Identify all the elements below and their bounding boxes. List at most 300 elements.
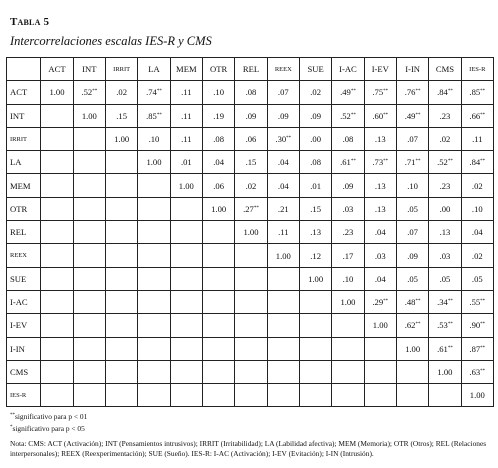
column-header: IRRIT: [106, 58, 138, 81]
cell-value: .04: [374, 273, 386, 284]
significance-mark: **: [447, 345, 453, 351]
cell-value: .61: [340, 157, 351, 168]
table-row: [7, 197, 494, 220]
cell-value: .09: [407, 250, 418, 261]
significance-mark: **: [480, 159, 486, 165]
correlation-cell: [138, 221, 170, 244]
correlation-cell: [461, 360, 493, 383]
correlation-cell: [170, 337, 202, 360]
correlation-cell: [267, 104, 299, 127]
correlation-cell: [235, 174, 267, 197]
correlation-cell: [267, 174, 299, 197]
cell-value: .04: [374, 227, 386, 238]
correlation-cell: [41, 151, 73, 174]
cell-value: .11: [278, 227, 289, 238]
significance-mark: **: [415, 89, 421, 95]
correlation-cell: [202, 174, 234, 197]
significance-mark: **: [156, 112, 162, 118]
correlation-cell: [396, 197, 428, 220]
correlation-cell: [364, 81, 396, 104]
cell-value: .03: [439, 250, 451, 261]
cell-value: .49: [340, 87, 351, 98]
cell-value: .01: [180, 157, 192, 168]
header-corner: [7, 58, 41, 81]
cell-value: .04: [277, 180, 289, 191]
table-notes: [10, 411, 496, 459]
cell-value: .10: [407, 180, 418, 191]
correlation-cell: [429, 267, 461, 290]
correlation-cell: [299, 360, 331, 383]
row-header: IRRIT: [7, 127, 41, 150]
correlation-cell: [170, 174, 202, 197]
correlation-cell: [267, 384, 299, 407]
cell-value: .08: [245, 87, 257, 98]
cell-value: .13: [439, 227, 451, 238]
correlation-cell: [299, 384, 331, 407]
cell-value: .74: [146, 87, 157, 98]
correlation-cell: [396, 127, 428, 150]
correlation-cell: [235, 81, 267, 104]
correlation-cell: [170, 267, 202, 290]
cell-value: 1.00: [114, 134, 130, 145]
correlation-cell: [396, 244, 428, 267]
cell-value: 1.00: [49, 87, 65, 98]
row-header: I-AC: [7, 290, 41, 313]
correlation-cell: [267, 244, 299, 267]
cell-value: .63: [469, 367, 481, 377]
correlation-cell: [396, 151, 428, 174]
correlation-cell: [267, 290, 299, 313]
row-header: CMS: [7, 360, 41, 383]
table-row: [7, 337, 494, 360]
cell-value: .11: [181, 110, 192, 121]
correlation-cell: [202, 337, 234, 360]
row-header: IES-R: [7, 384, 41, 407]
cell-value: 1.00: [372, 320, 388, 331]
correlation-cell: [429, 81, 461, 104]
cell-value: .75: [372, 87, 384, 98]
correlation-cell: [202, 360, 234, 383]
cell-value: .11: [181, 87, 192, 98]
table-body: [7, 81, 494, 407]
correlation-cell: [202, 104, 234, 127]
correlation-cell: [235, 290, 267, 313]
correlation-cell: [461, 221, 493, 244]
cell-value: .62: [404, 320, 416, 331]
correlation-cell: [429, 221, 461, 244]
significance-mark: **: [156, 89, 162, 95]
correlation-cell: [202, 197, 234, 220]
correlation-cell: [73, 151, 105, 174]
significance-mark: **: [415, 159, 421, 165]
correlation-cell: [364, 384, 396, 407]
cell-value: 1.00: [437, 367, 453, 377]
column-header: REEX: [267, 58, 299, 81]
correlation-cell: [202, 290, 234, 313]
correlation-cell: [73, 267, 105, 290]
correlation-cell: [73, 104, 105, 127]
cell-value: .08: [310, 157, 321, 168]
correlation-cell: [170, 360, 202, 383]
significance-mark: **: [415, 112, 421, 118]
significance-mark: **: [480, 345, 486, 351]
cell-value: .13: [374, 203, 386, 214]
note-abbreviations: Nota: CMS: ACT (Activación); INT (Pensamientos intrusivos); IRRIT (Irritabilidad); LA (Labilidad afectiva); MEM (Memoria); OTR (Otros); REL (Relaciones interpersonales); REEX (Reexperimentación); SUE (Sueño). IES-R: I-AC (Activación); I-EV (Evitación); I-IN (Intrusión).: [10, 438, 487, 459]
correlation-cell: [170, 221, 202, 244]
cell-value: .10: [213, 87, 225, 98]
cell-value: .15: [245, 157, 257, 168]
correlation-table: [6, 57, 494, 407]
cell-value: .49: [404, 110, 416, 121]
correlation-cell: [106, 384, 138, 407]
correlation-cell: [267, 221, 299, 244]
correlation-cell: [106, 197, 138, 220]
correlation-cell: [202, 267, 234, 290]
cell-value: 1.00: [243, 227, 259, 238]
significance-mark: **: [480, 112, 486, 118]
correlation-cell: [73, 221, 105, 244]
correlation-cell: [41, 360, 73, 383]
cell-value: .07: [277, 87, 289, 98]
cell-value: .08: [213, 134, 225, 145]
significance-mark: **: [383, 112, 389, 118]
correlation-cell: [138, 104, 170, 127]
cell-value: .09: [245, 110, 257, 121]
correlation-cell: [170, 104, 202, 127]
cell-value: .53: [437, 320, 448, 331]
cell-value: .52: [340, 110, 351, 121]
table-row: [7, 127, 494, 150]
correlation-cell: [364, 244, 396, 267]
cell-value: .04: [471, 227, 483, 238]
column-header: LA: [138, 58, 170, 81]
correlation-cell: [202, 151, 234, 174]
significance-mark: **: [480, 89, 486, 95]
correlation-cell: [461, 267, 493, 290]
cell-value: .11: [181, 134, 192, 145]
correlation-cell: [73, 290, 105, 313]
cell-value: .85: [146, 110, 157, 121]
correlation-cell: [138, 151, 170, 174]
correlation-cell: [73, 360, 105, 383]
correlation-cell: [332, 197, 364, 220]
correlation-cell: [267, 151, 299, 174]
note-significance-05: [10, 423, 496, 434]
correlation-cell: [41, 81, 73, 104]
cell-value: .48: [404, 297, 416, 308]
cell-value: .06: [213, 180, 225, 191]
correlation-cell: [170, 127, 202, 150]
cell-value: .12: [310, 250, 321, 261]
table-row: [7, 174, 494, 197]
correlation-cell: [41, 127, 73, 150]
cell-value: 1.00: [340, 297, 356, 308]
correlation-cell: [396, 314, 428, 337]
cell-value: .87: [469, 343, 481, 354]
cell-value: .85: [469, 87, 481, 98]
cell-value: .09: [310, 110, 321, 121]
significance-mark: **: [447, 89, 453, 95]
correlation-cell: [170, 81, 202, 104]
correlation-cell: [267, 314, 299, 337]
cell-value: .23: [439, 110, 451, 121]
table-row: [7, 104, 494, 127]
note-significance-01: [10, 411, 496, 422]
correlation-cell: [396, 360, 428, 383]
row-header: OTR: [7, 197, 41, 220]
significance-mark: **: [447, 159, 453, 165]
correlation-cell: [396, 174, 428, 197]
column-header: SUE: [299, 58, 331, 81]
correlation-cell: [106, 81, 138, 104]
correlation-cell: [138, 127, 170, 150]
correlation-cell: [138, 244, 170, 267]
correlation-cell: [461, 384, 493, 407]
cell-value: .30: [275, 134, 287, 145]
correlation-cell: [235, 151, 267, 174]
cell-value: .76: [404, 87, 416, 98]
correlation-cell: [364, 197, 396, 220]
row-header: INT: [7, 104, 41, 127]
correlation-cell: [106, 104, 138, 127]
correlation-cell: [267, 197, 299, 220]
correlation-cell: [429, 360, 461, 383]
correlation-cell: [106, 127, 138, 150]
significance-mark: **: [350, 89, 356, 95]
correlation-cell: [106, 290, 138, 313]
correlation-cell: [332, 127, 364, 150]
correlation-cell: [429, 104, 461, 127]
correlation-cell: [332, 384, 364, 407]
correlation-cell: [106, 244, 138, 267]
table-subtitle: Intercorrelaciones escalas IES-R y CMS: [10, 34, 212, 48]
correlation-cell: [73, 174, 105, 197]
cell-value: .02: [245, 180, 257, 191]
correlation-cell: [396, 221, 428, 244]
table-title: Tabla 5: [10, 16, 50, 28]
column-header: INT: [73, 58, 105, 81]
correlation-cell: [73, 81, 105, 104]
correlation-cell: [429, 151, 461, 174]
cell-value: .13: [310, 227, 321, 238]
correlation-cell: [364, 360, 396, 383]
correlation-cell: [73, 337, 105, 360]
correlation-cell: [299, 244, 331, 267]
correlation-cell: [138, 360, 170, 383]
cell-value: .01: [310, 180, 321, 191]
correlation-cell: [364, 221, 396, 244]
correlation-cell: [235, 127, 267, 150]
correlation-cell: [429, 174, 461, 197]
table-row: [7, 267, 494, 290]
correlation-cell: [138, 267, 170, 290]
row-header: I-EV: [7, 314, 41, 337]
correlation-cell: [332, 267, 364, 290]
row-header: REL: [7, 221, 41, 244]
cell-value: .19: [213, 110, 225, 121]
cell-value: .00: [310, 134, 321, 145]
cell-value: .84: [469, 157, 481, 168]
correlation-cell: [429, 290, 461, 313]
cell-value: .11: [472, 134, 483, 145]
correlation-cell: [332, 151, 364, 174]
correlation-cell: [461, 127, 493, 150]
significance-mark: **: [383, 299, 389, 305]
column-header: REL: [235, 58, 267, 81]
cell-value: .07: [407, 227, 418, 238]
table-row: [7, 151, 494, 174]
table-row: [7, 314, 494, 337]
cell-value: .17: [342, 250, 354, 261]
correlation-cell: [332, 337, 364, 360]
correlation-cell: [73, 197, 105, 220]
correlation-cell: [299, 314, 331, 337]
cell-value: 1.00: [146, 157, 162, 168]
correlation-cell: [396, 81, 428, 104]
significance-mark: **: [253, 205, 259, 211]
cell-value: 1.00: [81, 110, 97, 121]
note-sig2-mark: *: [10, 424, 13, 430]
significance-mark: **: [480, 322, 486, 328]
cell-value: .52: [81, 87, 93, 98]
table-row: [7, 244, 494, 267]
cell-value: .13: [374, 134, 386, 145]
significance-mark: **: [447, 322, 453, 328]
cell-value: .04: [213, 157, 225, 168]
cell-value: 1.00: [275, 250, 291, 261]
correlation-cell: [202, 314, 234, 337]
correlation-cell: [202, 221, 234, 244]
cell-value: .08: [342, 134, 354, 145]
correlation-cell: [202, 244, 234, 267]
cell-value: .55: [469, 297, 481, 308]
significance-mark: **: [480, 299, 486, 305]
correlation-cell: [299, 290, 331, 313]
cell-value: .09: [277, 110, 289, 121]
correlation-cell: [235, 221, 267, 244]
cell-value: .84: [437, 87, 448, 98]
correlation-cell: [332, 314, 364, 337]
significance-mark: **: [383, 89, 389, 95]
correlation-cell: [332, 244, 364, 267]
correlation-cell: [332, 360, 364, 383]
cell-value: .21: [277, 203, 289, 214]
correlation-cell: [267, 337, 299, 360]
correlation-cell: [170, 290, 202, 313]
cell-value: 1.00: [178, 180, 194, 191]
correlation-cell: [170, 384, 202, 407]
correlation-cell: [461, 337, 493, 360]
correlation-cell: [267, 127, 299, 150]
cell-value: .00: [439, 203, 451, 214]
correlation-cell: [267, 81, 299, 104]
correlation-cell: [106, 174, 138, 197]
column-header: CMS: [429, 58, 461, 81]
correlation-cell: [235, 384, 267, 407]
table-header-row: [7, 58, 494, 81]
significance-mark: **: [415, 322, 421, 328]
correlation-cell: [73, 244, 105, 267]
correlation-cell: [138, 384, 170, 407]
cell-value: .13: [374, 180, 386, 191]
significance-mark: **: [480, 369, 486, 374]
row-header: ACT: [7, 81, 41, 104]
correlation-cell: [332, 290, 364, 313]
correlation-cell: [299, 104, 331, 127]
correlation-cell: [41, 174, 73, 197]
correlation-cell: [364, 290, 396, 313]
cell-value: .23: [439, 180, 451, 191]
row-header: SUE: [7, 267, 41, 290]
correlation-cell: [332, 221, 364, 244]
correlation-cell: [299, 151, 331, 174]
cell-value: .05: [471, 273, 483, 284]
correlation-cell: [235, 337, 267, 360]
cell-value: .02: [310, 87, 321, 98]
cell-value: .03: [374, 250, 386, 261]
correlation-cell: [332, 104, 364, 127]
correlation-cell: [396, 384, 428, 407]
correlation-cell: [41, 267, 73, 290]
significance-mark: **: [350, 159, 356, 165]
cell-value: .60: [372, 110, 384, 121]
correlation-cell: [299, 81, 331, 104]
correlation-cell: [299, 221, 331, 244]
correlation-cell: [396, 267, 428, 290]
column-header: MEM: [170, 58, 202, 81]
significance-mark: **: [286, 136, 292, 142]
cell-value: .03: [342, 203, 354, 214]
correlation-cell: [299, 127, 331, 150]
column-header: I-AC: [332, 58, 364, 81]
correlation-cell: [299, 337, 331, 360]
correlation-cell: [396, 290, 428, 313]
correlation-cell: [41, 384, 73, 407]
significance-mark: **: [415, 299, 421, 305]
correlation-cell: [106, 337, 138, 360]
cell-value: .05: [407, 203, 418, 214]
table-row: [7, 81, 494, 104]
cell-value: .61: [437, 343, 448, 354]
correlation-cell: [170, 151, 202, 174]
correlation-cell: [461, 104, 493, 127]
correlation-cell: [461, 174, 493, 197]
cell-value: .10: [471, 203, 483, 214]
cell-value: .66: [469, 110, 481, 121]
correlation-cell: [332, 81, 364, 104]
correlation-cell: [364, 151, 396, 174]
row-header: REEX: [7, 244, 41, 267]
correlation-cell: [41, 244, 73, 267]
correlation-cell: [138, 337, 170, 360]
cell-value: .34: [437, 297, 448, 308]
cell-value: 1.00: [405, 343, 421, 354]
note-sig1-text: significativo para p < 01: [15, 412, 88, 422]
column-header: OTR: [202, 58, 234, 81]
cell-value: .73: [372, 157, 384, 168]
cell-value: 1.00: [308, 273, 324, 284]
cell-value: .71: [404, 157, 416, 168]
cell-value: .23: [342, 227, 354, 238]
correlation-cell: [41, 314, 73, 337]
row-header: LA: [7, 151, 41, 174]
cell-value: .06: [245, 134, 257, 145]
correlation-cell: [73, 314, 105, 337]
correlation-cell: [235, 244, 267, 267]
significance-mark: **: [92, 89, 98, 95]
table-row: [7, 360, 494, 383]
correlation-cell: [170, 197, 202, 220]
